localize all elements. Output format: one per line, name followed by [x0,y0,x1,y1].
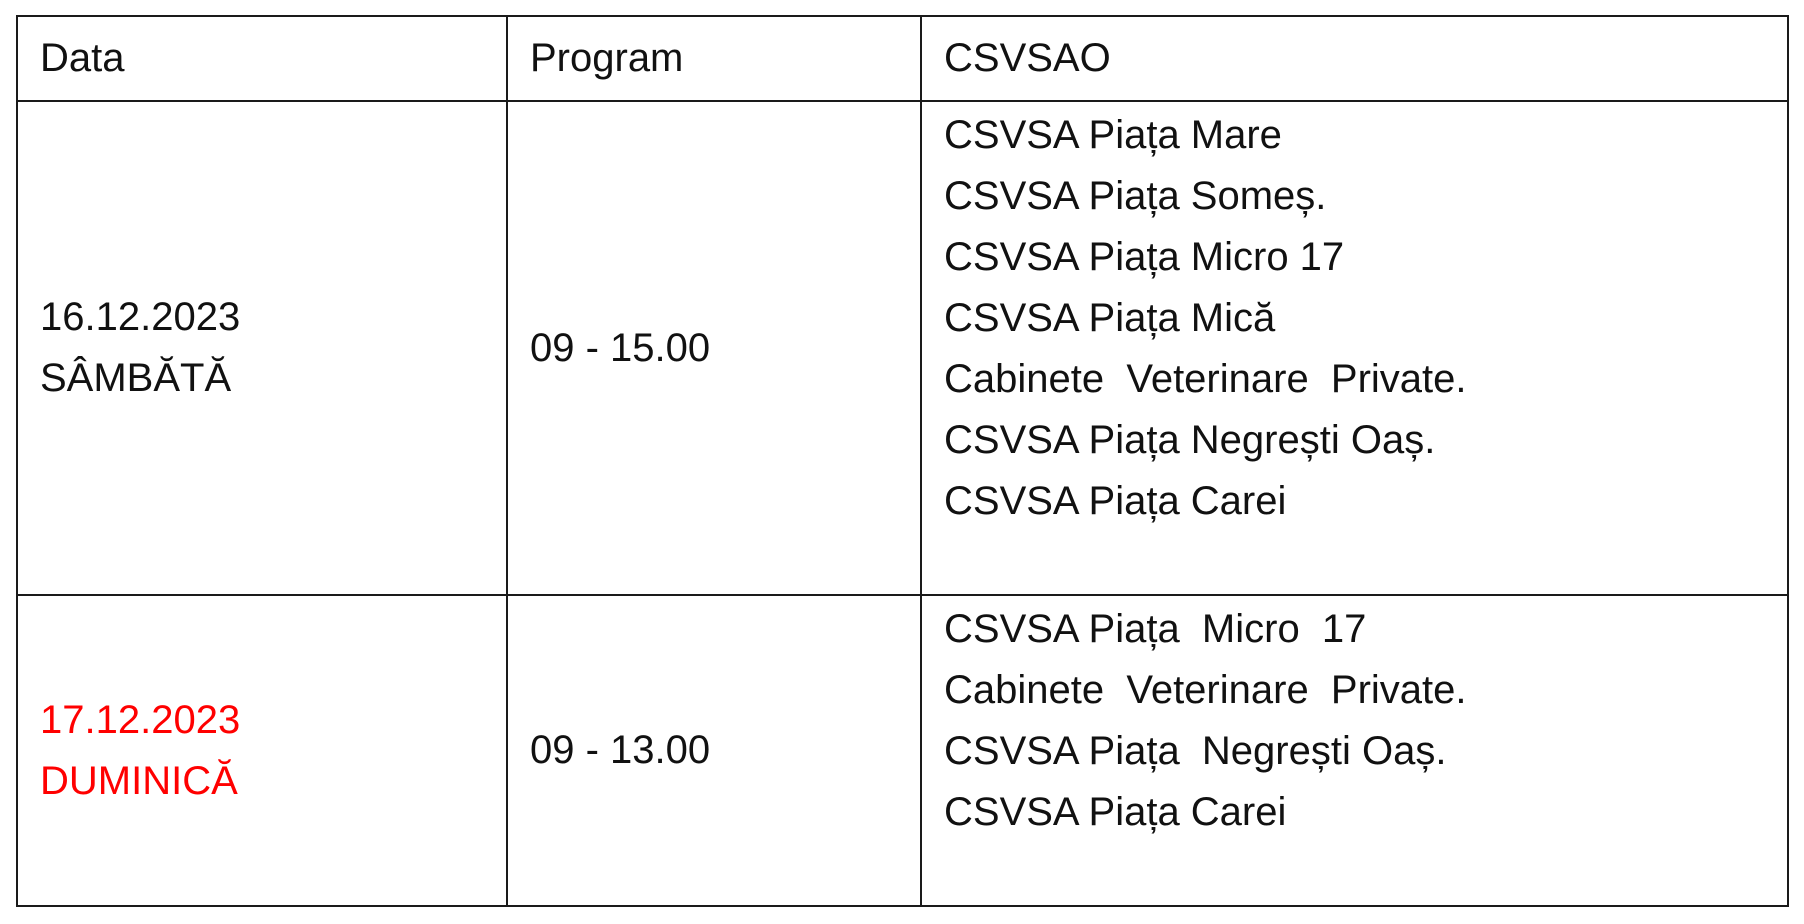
schedule-table [16,15,1789,907]
locations-cell [921,101,1788,595]
date-text: 17.12.2023 [40,697,241,742]
header-data: Data [17,16,507,101]
header-program: Program [507,16,921,101]
location-item: CSVSA Piața Mare [944,113,1282,157]
program-cell: 09 - 13.00 [507,595,921,906]
location-item: CSVSA Piața Micro 17 [944,235,1345,279]
location-item: CSVSA Piața Negrești Oaș. [944,418,1436,462]
date-text: 16.12.2023 [40,295,241,339]
location-item: CSVSA Piața Carei [944,790,1287,834]
program-cell: 09 - 15.00 [507,101,921,595]
location-item: Cabinete Veterinare Private. [944,357,1467,401]
locations-cell [921,595,1788,906]
day-text: SÂMBĂTĂ [40,356,232,400]
date-cell [17,595,507,906]
location-item: CSVSA Piața Carei [944,479,1287,523]
table-row [17,101,1788,595]
day-text: DUMINICĂ [40,758,238,803]
date-cell [17,101,507,595]
location-item: Cabinete Veterinare Private. [944,668,1467,712]
location-item: CSVSA Piața Micro 17 [944,607,1367,651]
table-header-row [17,16,1788,101]
header-csvsao: CSVSAO [921,16,1788,101]
location-item: CSVSA Piața Someș. [944,174,1327,218]
location-item: CSVSA Piața Mică [944,296,1276,340]
table-row [17,595,1788,906]
location-item: CSVSA Piața Negrești Oaș. [944,729,1447,773]
